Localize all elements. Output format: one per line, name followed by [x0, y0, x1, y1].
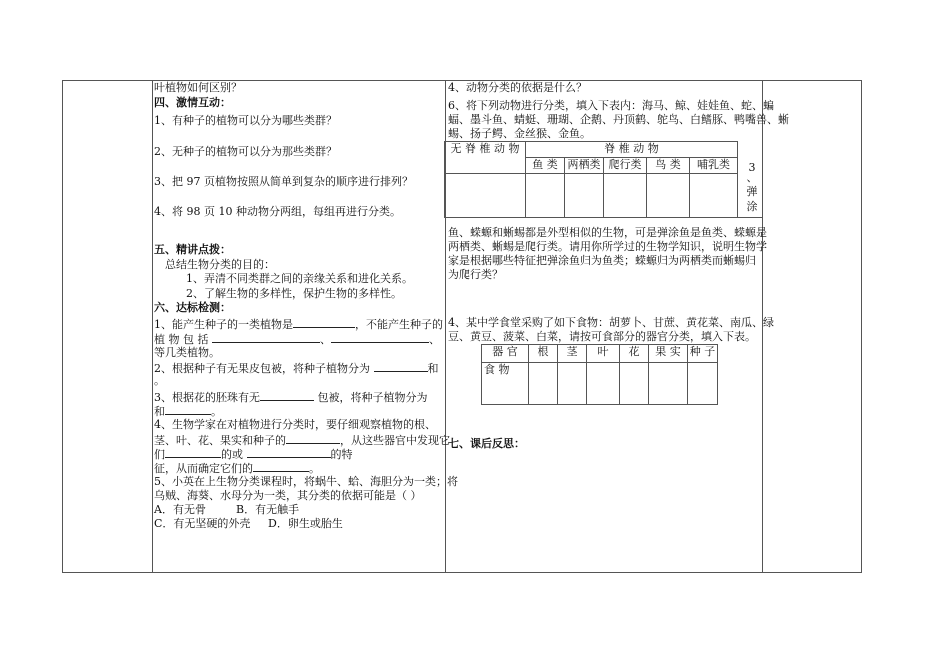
- side-label: 弹: [746, 185, 758, 198]
- paragraph-line: 鱼、蝾螈和蜥蜴都是外型相似的生物，可是弹涂鱼是鱼类、蝾螈是: [448, 226, 767, 239]
- paragraph-line: 两栖类、蜥蜴是爬行类。请用你所学过的生物学知识，说明生物学: [448, 240, 767, 253]
- option-d[interactable]: D．卵生或胎生: [268, 517, 343, 530]
- table-cell[interactable]: [587, 363, 620, 405]
- answer-blank[interactable]: [260, 389, 314, 401]
- section-title: 五、精讲点拨：: [154, 243, 231, 256]
- header-vertebrates: 脊 椎 动 物: [526, 142, 738, 158]
- text-line: 蝠、墨斗鱼、蜻蜓、珊瑚、企鹅、丹顶鹤、鸵鸟、白鳍豚、鸭嘴兽、蜥: [448, 113, 789, 126]
- option-c[interactable]: C．有无坚硬的外壳: [154, 517, 251, 530]
- question: 豆、黄豆、菠菜、白菜，请按可食部分的器官分类，填入下表。: [448, 330, 756, 343]
- table-cell[interactable]: [445, 174, 526, 218]
- question: 2、无种子的植物可以分为那些类群？: [154, 145, 337, 158]
- test-item-4-end: 征，从而确定它们的 。: [154, 462, 320, 475]
- row-divider: [445, 217, 762, 218]
- text-line: 6、将下列动物进行分类，填入下表内：海马、鲸、娃娃鱼、蛇、蝙: [448, 99, 774, 112]
- section-title: 四、激情互动：: [154, 96, 231, 109]
- answer-blank[interactable]: [253, 460, 309, 472]
- food-organ-table: [481, 344, 718, 405]
- section-title: 六、达标检测：: [154, 301, 231, 314]
- col-fruit: 果 实: [649, 345, 688, 363]
- test-item-2: 2、根据种子有无果皮包被，将种子植物分为 和: [154, 362, 439, 375]
- answer-blank[interactable]: [212, 331, 320, 343]
- test-item-5-cont: 乌贼、海葵、水母分为一类，其分类的依据可能是（ ）: [154, 489, 422, 502]
- col-seed: 种 子: [688, 345, 718, 363]
- table-cell[interactable]: [620, 363, 649, 405]
- option-a[interactable]: A．有无骨: [154, 503, 206, 516]
- test-item-4-cont: 们 的或 的特: [154, 448, 353, 461]
- answer-blank[interactable]: [247, 446, 331, 458]
- answer-blank[interactable]: [374, 360, 428, 372]
- paragraph-line: 为爬行类？: [448, 268, 503, 281]
- col-stem: 茎: [558, 345, 587, 363]
- test-item-3: 3、根据花的胚珠有无 包被，将种子植物分为: [154, 391, 428, 404]
- section-title: 七、课后反思：: [448, 437, 525, 450]
- test-item-4-cont: 茎、叶、花、果实和种子的 ，从这些器官中发现它: [154, 434, 450, 447]
- answer-blank[interactable]: [293, 316, 355, 328]
- col-root: 根: [529, 345, 558, 363]
- column-divider: [152, 80, 153, 573]
- header-invertebrates: 无 脊 椎 动 物: [445, 142, 526, 174]
- test-item-1-end: 等几类植物。: [154, 346, 220, 359]
- row-food: 食 物: [482, 363, 529, 405]
- table-cell[interactable]: [688, 363, 718, 405]
- col-bird: 鸟 类: [647, 158, 690, 174]
- side-label: 、: [746, 171, 758, 184]
- test-item-3-cont: 和 。: [154, 405, 222, 418]
- table-cell[interactable]: [649, 363, 688, 405]
- question: 4、将 98 页 10 种动物分两组，每组再进行分类。: [154, 205, 401, 218]
- table-cell[interactable]: [604, 174, 647, 218]
- text-line: 蜴、扬子鳄、金丝猴、金鱼。: [448, 127, 591, 140]
- col-reptile: 爬行类: [604, 158, 647, 174]
- text-line: 1、弄清不同类群之间的亲缘关系和进化关系。: [186, 272, 413, 285]
- test-item-4: 4、生物学家在对植物进行分类时，要仔细观察植物的根、: [154, 418, 436, 431]
- option-b[interactable]: B．有无触手: [236, 503, 300, 516]
- test-item-5: 5、小英在上生物分类课程时，将蜗牛、蛤、海胆分为一类；将: [154, 475, 458, 488]
- table-cell[interactable]: [526, 174, 565, 218]
- question: 1、有种子的植物可以分为哪些类群？: [154, 114, 337, 127]
- question: 4、动物分类的依据是什么？: [448, 81, 587, 94]
- table-cell[interactable]: [647, 174, 690, 218]
- answer-blank[interactable]: [331, 331, 429, 343]
- col-organ: 器 官: [482, 345, 529, 363]
- col-fish: 鱼 类: [526, 158, 565, 174]
- animal-classification-table: [444, 141, 738, 218]
- col-leaf: 叶: [587, 345, 620, 363]
- side-label: 涂: [746, 200, 758, 213]
- text-line: 叶植物如何区别？: [154, 81, 242, 94]
- answer-blank[interactable]: [286, 432, 340, 444]
- col-flower: 花: [620, 345, 649, 363]
- table-cell[interactable]: [690, 174, 738, 218]
- test-item-1-cont: 植 物 包 括 、 、: [154, 333, 440, 346]
- table-cell[interactable]: [565, 174, 604, 218]
- answer-blank[interactable]: [165, 446, 221, 458]
- side-label: 3: [748, 161, 756, 174]
- answer-blank[interactable]: [165, 403, 211, 415]
- test-item-1: 1、能产生种子的一类植物是 ，不能产生种子的: [154, 318, 443, 331]
- question: 4、某中学食堂采购了如下食物：胡萝卜、甘蔗、黄花菜、南瓜、绿: [448, 316, 774, 329]
- col-amphibian: 两栖类: [565, 158, 604, 174]
- question: 3、把 97 页植物按照从简单到复杂的顺序进行排列？: [154, 175, 413, 188]
- text-line: 2、了解生物的多样性，保护生物的多样性。: [186, 287, 402, 300]
- col-mammal: 哺乳类: [690, 158, 738, 174]
- table-cell[interactable]: [529, 363, 558, 405]
- table-cell[interactable]: [558, 363, 587, 405]
- text-line: 总结生物分类的目的：: [165, 258, 275, 271]
- text-line: 。: [154, 374, 165, 387]
- paragraph-line: 家是根据哪些特征把弹涂鱼归为鱼类；蝾螈归为两栖类而蜥蜴归: [448, 254, 756, 267]
